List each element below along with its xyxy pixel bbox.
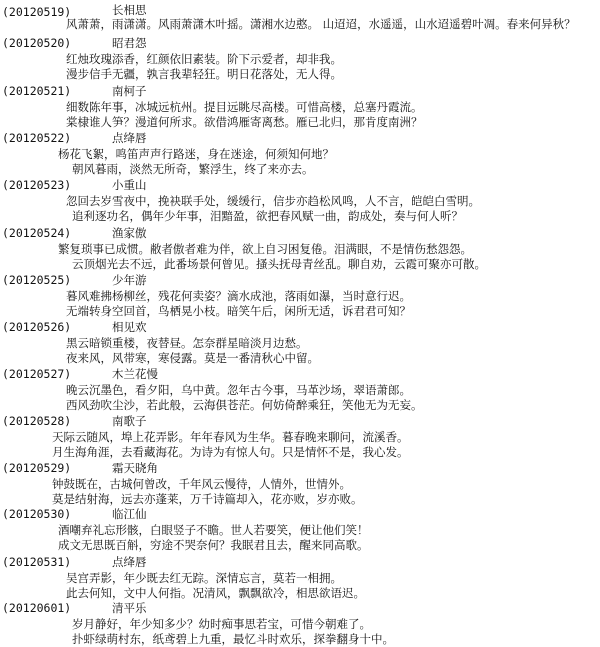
poem-line: 扑虾绿萌村东，纸鸢碧上九重，最忆斗时欢乐，探拳翻身十中。 (72, 632, 394, 647)
poem-line: 漫步信手无疆，孰言我辈轻狂。明日花落处，无人得。 (66, 67, 342, 82)
poem-line: 吴宫弄影，年少既去红无踪。深情忘言，莫若一相拥。 (66, 570, 342, 585)
poem-line: 棠棣谁人笋？漫道何所求。欲借鸿雁寄离愁。雁已北归，那肯度南洲？ (66, 115, 423, 130)
poem-title: 临江仙 (112, 507, 147, 521)
entry-date: (20120530) (2, 507, 72, 521)
poem-title: 渔家傲 (112, 226, 147, 240)
poem-line: 钟鼓既在，古城何曾改，千年风云慢待，人情外，世情外。 (52, 476, 351, 491)
poem-line: 杨花飞絮，鸣笛声声行路迷，身在迷途，何须知何地？ (58, 146, 334, 161)
poem-line: 红烛玫瑰添香，红颜依旧素装。阶下示爱者，却非我。 (66, 51, 342, 66)
poem-line: 晚云沉墨色，看夕阳，乌中黄。忽年古今事，马革沙场，翠语萧郎。 (66, 382, 411, 397)
entry-date: (20120524) (2, 226, 72, 240)
entry-date: (20120522) (2, 131, 72, 145)
poem-line: 忽回去岁雪夜中，挽袂联手处，缓缓行，信步亦趋松风鸣，人不言，皑皑白雪明。 (66, 193, 480, 208)
poem-line: 风萧萧，雨潇潇。风雨萧潇木叶摇。潇湘水边憨。 山迢迢，水遥遥，山水迢遥碧叶凋。春来何异秋？ (66, 17, 576, 31)
entry-date: (20120520) (2, 36, 72, 50)
poem-line: 繁复琐事已成惯。敝者傲者难为伴，欲上自习困复倦。泪满眼，不是情伤愁怨怨。 (58, 241, 472, 256)
poem-line: 无端转身空回首，鸟栖晃小枝。暗笑午后，闲所无适，诉君君可知？ (66, 304, 411, 319)
entry-date: (20120521) (2, 84, 72, 98)
entry-date: (20120523) (2, 178, 72, 192)
entry-date: (20120528) (2, 414, 72, 428)
poem-line: 天际云随风，埠上花弄影。年年春风为生华。暮春晚来聊问，流溪香。 (52, 429, 409, 444)
poem-line: 此去何知，文中人何指。况清风，飘飘欲冷，相思欲语迟。 (66, 586, 365, 601)
poem-line: 朝风暮雨，淡然无所奇，繁浮生，终了来亦去。 (72, 162, 314, 177)
poem-line: 月生海角涯，去看藏海花。为诗为有惊人句。只是情怀不是，我心发。 (52, 445, 409, 460)
poem-title: 长相思 (112, 3, 147, 17)
poem-line: 成文无思既百斛，穷途不哭奈何？我眠君且去，醒来同高歌。 (58, 538, 369, 553)
poem-title: 南柯子 (112, 84, 147, 98)
poem-line: 莫是结射海，远去亦蓬莱，万千诗篇却入，花亦败，岁亦败。 (52, 492, 363, 507)
entry-date: (20120519) (2, 5, 72, 19)
poem-line: 西风劲吹尘沙，若此般，云海俱苍茫。何妨倚醉乘狂，笑他无为无妄。 (66, 398, 423, 413)
poem-title: 南歌子 (112, 414, 147, 428)
poem-line: 暮风难拂杨柳丝，残花何卖姿？滴水成池，落雨如瀑，当时意行迟。 (66, 288, 411, 303)
poem-title: 相见欢 (112, 320, 147, 334)
poem-line: 云顶烟光去不远，此番场景何曾见。搔头抚母青丝乱。聊自劝，云霞可聚亦可散。 (72, 257, 486, 272)
poem-title: 少年游 (112, 273, 147, 287)
poem-title: 点绛唇 (112, 555, 147, 569)
poem-title: 木兰花慢 (112, 367, 158, 381)
entry-date: (20120525) (2, 273, 72, 287)
poem-line: 夜来风，风带寒，寒侵露。莫是一番清秋心中留。 (66, 351, 319, 366)
poem-line: 黑云暗锁重楼，夜替昼。怎奈群星暗淡月边愁。 (66, 335, 308, 350)
poem-title: 昭君怨 (112, 36, 147, 50)
poem-line: 追利逐功名，偶年少年事，泪黯盈，欲把春风赋一曲，韵成处，奏与何人听？ (72, 209, 463, 224)
poem-line: 细数陈年事，冰城远杭州。提目远眺尽高楼。可惜高楼，总塞丹霞流。 (66, 99, 423, 114)
entry-date: (20120526) (2, 320, 72, 334)
poem-title: 清平乐 (112, 601, 147, 615)
poem-title: 点绛唇 (112, 131, 147, 145)
entry-date: (20120529) (2, 461, 72, 475)
poem-line: 岁月静好，年少知多少？幼时痴事思若宝，可惜今朝难了。 (72, 616, 371, 631)
poem-line: 酒嘲弃礼忘形骸，白眼竖子不瞻。世人若要笑，便让他们笑！ (58, 522, 369, 537)
entry-date: (20120527) (2, 367, 72, 381)
poem-title: 小重山 (112, 178, 147, 192)
entry-date: (20120531) (2, 555, 72, 569)
poem-title: 霜天晓角 (112, 461, 158, 475)
entry-date: (20120601) (2, 601, 72, 615)
